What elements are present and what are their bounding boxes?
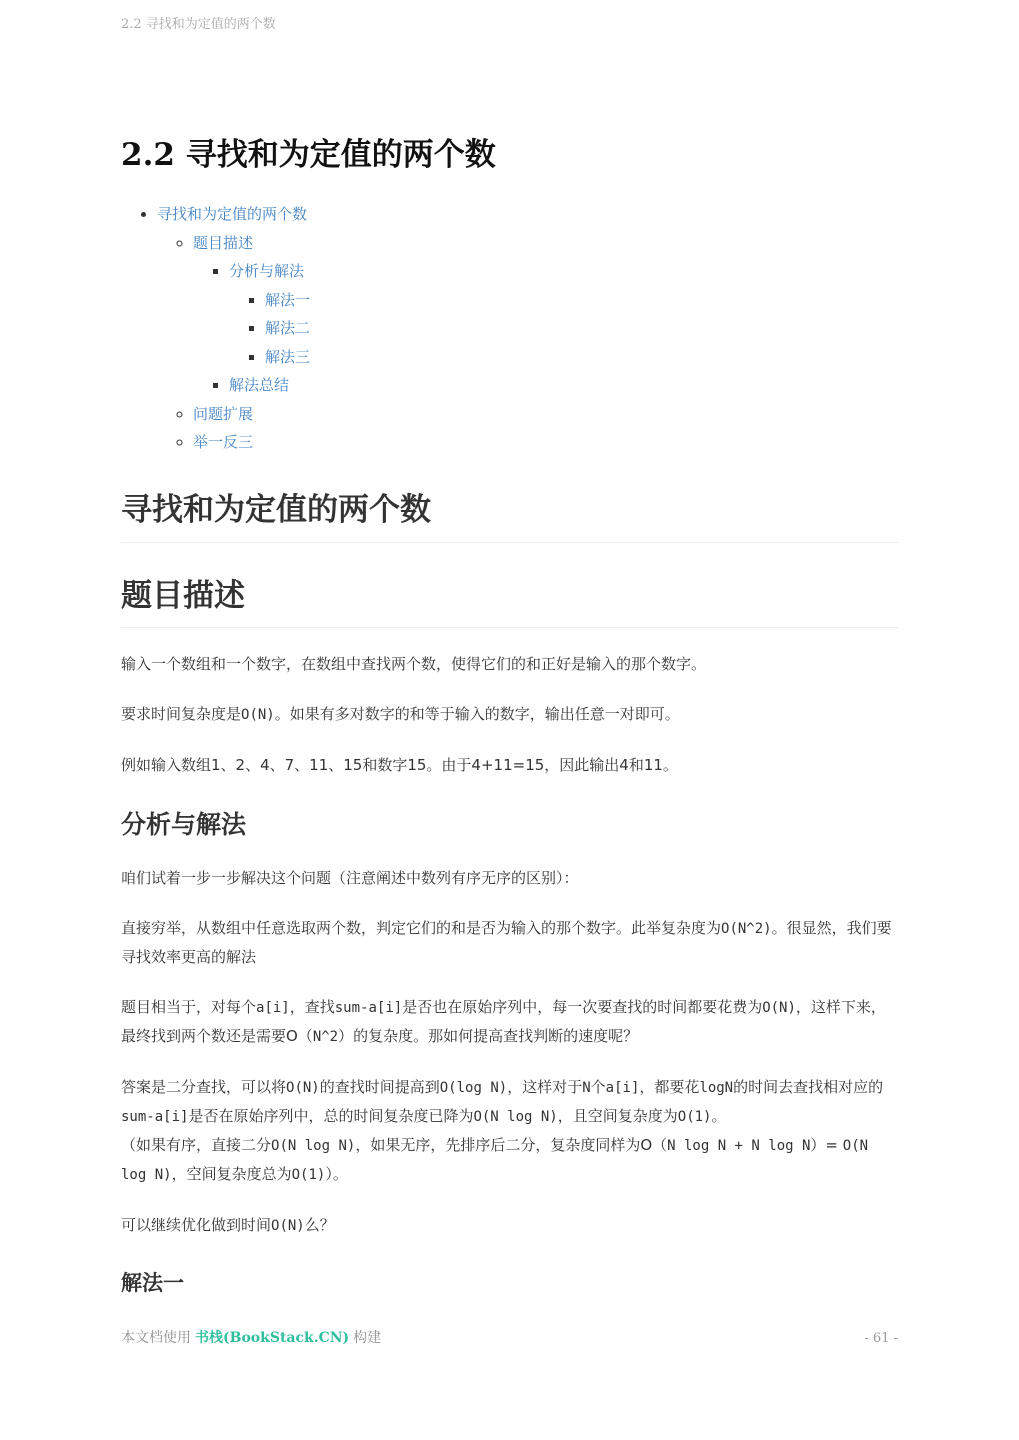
toc-link[interactable]: 题目描述: [193, 233, 254, 252]
paragraph-analysis-intro: [121, 864, 898, 892]
paragraph-question-on: [121, 1211, 898, 1240]
toc-link[interactable]: 举一反三: [193, 433, 254, 452]
text-run: 个: [590, 1077, 606, 1096]
text-run: 要求时间复杂度是: [121, 705, 242, 724]
inline-code: O(N): [286, 1079, 320, 1096]
paragraph-problem-1: [121, 650, 898, 678]
toc-link[interactable]: 寻找和为定值的两个数: [157, 205, 308, 224]
text-run: 是否在原始序列中，总的时间复杂度已降为: [188, 1106, 474, 1125]
inline-code: O(1): [677, 1108, 712, 1125]
toc-item: [265, 286, 898, 315]
text-run: 的查找时间提高到: [319, 1077, 440, 1096]
paragraph-binarysearch: [121, 1073, 898, 1189]
toc-item: [157, 200, 898, 457]
inline-code: O(1): [291, 1166, 326, 1183]
text-run: ，这样下来，最终找到两个数还是需要O（: [121, 997, 886, 1045]
toc-item: [229, 371, 898, 400]
inline-code: O(N): [762, 999, 796, 1016]
toc-item: [193, 229, 898, 400]
inline-code: sum-a[i]: [334, 999, 403, 1016]
section-title-main: 寻找和为定值的两个数: [121, 491, 898, 543]
toc-link[interactable]: 解法三: [265, 347, 311, 366]
toc-item: [265, 314, 898, 343]
toc-link[interactable]: 解法一: [265, 290, 311, 309]
text-run: 答案是二分查找，可以将: [121, 1077, 287, 1096]
inline-code: logN: [699, 1079, 734, 1096]
text-run: ，空间复杂度总为: [171, 1164, 292, 1183]
toc-item: [265, 343, 898, 372]
inline-code: O(N log N): [121, 1137, 869, 1183]
text-run: 输入一个数组和一个数字，在数组中查找两个数，使得它们的和正好是输入的那个数字。: [121, 655, 707, 674]
toc-item: [193, 400, 898, 429]
inline-code: N: [582, 1079, 591, 1096]
text-run: 。如果有多对数字的和等于输入的数字，输出任意一对即可。: [274, 705, 680, 724]
inline-code: O(N log N): [473, 1108, 558, 1125]
text-run: 么？: [304, 1215, 335, 1234]
text-run: 。: [711, 1106, 727, 1125]
text-run: ，查找: [289, 997, 335, 1016]
toc-link[interactable]: 解法二: [265, 319, 311, 338]
text-run: ，且空间复杂度为: [557, 1106, 678, 1125]
inline-code: a[i]: [256, 999, 290, 1016]
page-number: - 61 -: [864, 1331, 898, 1346]
text-run: ）=: [810, 1135, 843, 1154]
paragraph-problem-3: [121, 751, 898, 779]
text-run: 题目相当于，对每个: [121, 997, 257, 1016]
toc-item: [193, 428, 898, 457]
inline-code: a[i]: [605, 1079, 640, 1096]
inline-code: O(N log N): [271, 1137, 356, 1154]
text-run: 咱们试着一步一步解决这个问题（注意阐述中数列有序无序的区别）：: [121, 868, 579, 887]
text-run: ，都要花: [639, 1077, 700, 1096]
text-run: 例如输入数组1、2、4、7、11、15和数字15。由于4+11=15，因此输出4和11。: [121, 756, 678, 775]
text-run: ）的复杂度。那如何提高查找判断的速度呢？: [338, 1026, 639, 1045]
toc-item: [229, 257, 898, 371]
bookstack-link[interactable]: 书栈(BookStack.CN): [195, 1330, 350, 1346]
toc-link[interactable]: 问题扩展: [193, 404, 254, 423]
inline-code: O(log N): [439, 1079, 508, 1096]
paragraph-problem-2: [121, 700, 898, 729]
footer-prefix: 本文档使用: [121, 1330, 191, 1346]
inline-code: O(N^2): [721, 920, 772, 937]
footer-suffix: 构建: [353, 1330, 382, 1346]
page-footer: [121, 1327, 898, 1347]
section-title-analysis: 分析与解法: [121, 810, 247, 840]
paragraph-bruteforce: [121, 914, 898, 971]
text-run: ，如果无序，先排序后二分，复杂度同样为O（: [355, 1135, 668, 1154]
toc-link[interactable]: 分析与解法: [229, 262, 305, 281]
inline-code: sum-a[i]: [121, 1108, 189, 1125]
footer-builder-note: [121, 1327, 381, 1347]
page-title: 2.2 寻找和为定值的两个数: [121, 137, 496, 173]
text-run: ，这样对于: [507, 1077, 583, 1096]
section-title-solution1: 解法一: [121, 1270, 184, 1295]
inline-code: N^2: [312, 1028, 339, 1045]
paragraph-lookup: [121, 993, 898, 1051]
text-run: 可以继续优化做到时间: [121, 1215, 272, 1234]
text-run: 。很显然，我们要寻找效率更高的解法: [121, 918, 892, 966]
toc-link[interactable]: 解法总结: [229, 376, 290, 395]
inline-code: N log N + N log N: [667, 1137, 811, 1154]
toc: [121, 200, 898, 457]
running-header: 2.2 寻找和为定值的两个数: [121, 17, 276, 32]
text-run: 的时间去查找相对应的: [733, 1077, 884, 1096]
text-run: （如果有序，直接二分: [121, 1135, 272, 1154]
inline-code: O(N): [271, 1217, 305, 1234]
text-run: 是否也在原始序列中，每一次要查找的时间都要花费为: [402, 997, 763, 1016]
document-content: [121, 491, 898, 1297]
text-run: 直接穷举，从数组中任意选取两个数，判定它们的和是否为输入的那个数字。此举复杂度为: [121, 918, 722, 937]
text-run: ）。: [325, 1164, 348, 1183]
section-title-problem: 题目描述: [121, 577, 898, 629]
inline-code: O(N): [241, 707, 275, 724]
